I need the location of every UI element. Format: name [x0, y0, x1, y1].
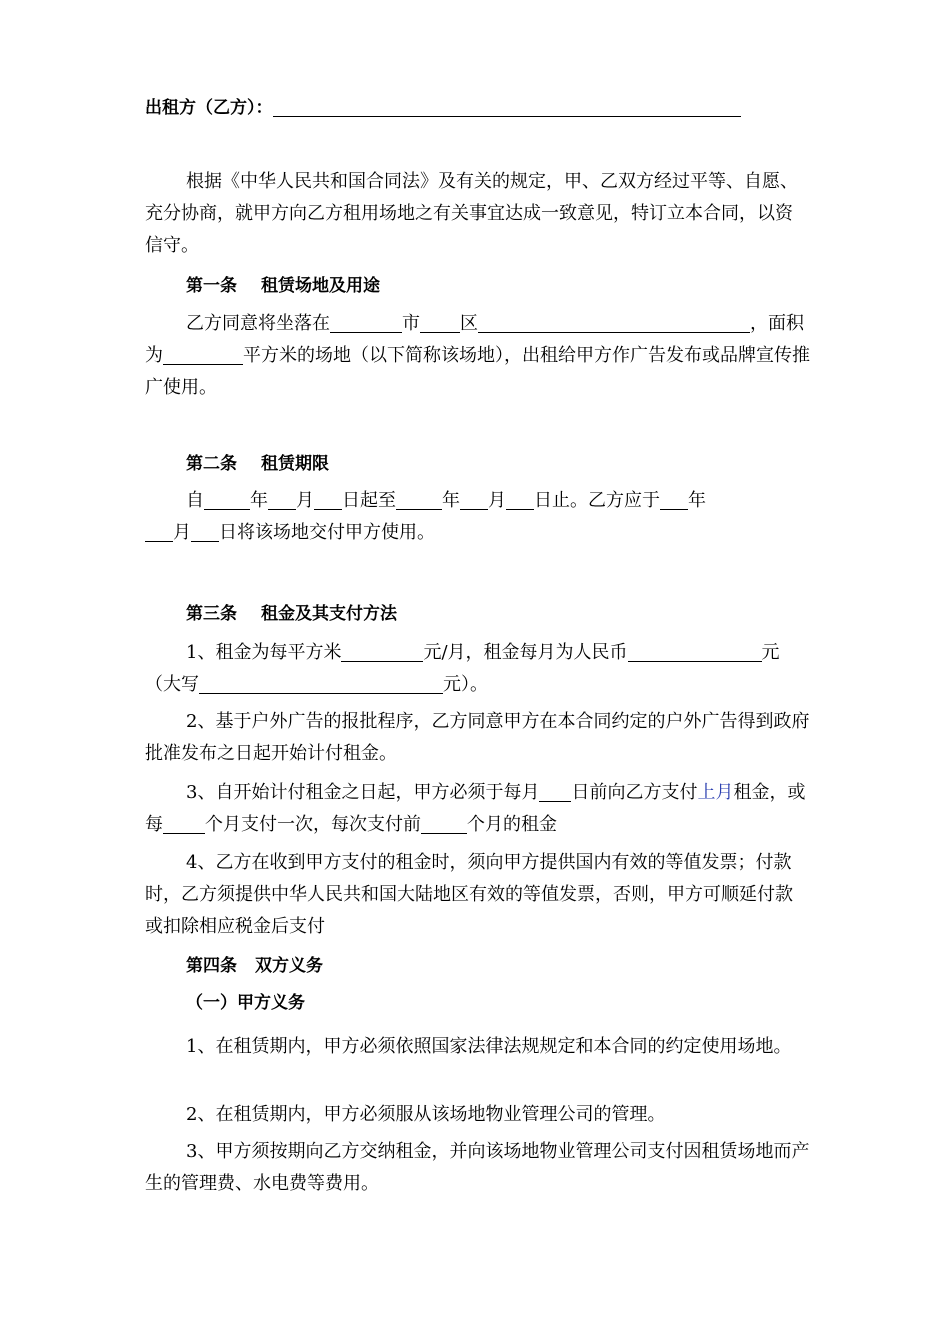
art3-c3-text-d: 租金，或每	[145, 782, 806, 835]
art2-num: 第二条	[186, 454, 237, 474]
art3-c3-text-a: 3、自开始计付租金之日起，甲方必须于每月	[186, 782, 540, 803]
art4-title	[186, 950, 323, 982]
art1-heading: 租赁场地及用途	[261, 276, 380, 296]
prepay-months-blank	[421, 811, 467, 834]
monthly-rent-blank	[628, 639, 762, 662]
art2-text-8: 年	[688, 490, 706, 511]
art2-text-6: 月	[488, 490, 506, 511]
art1-num: 第一条	[186, 276, 237, 296]
art2-text-2: 年	[250, 490, 268, 511]
art4-num: 第四条	[186, 956, 237, 976]
start-day-blank	[314, 487, 342, 510]
district-blank	[420, 310, 460, 333]
pay-interval-blank	[163, 811, 205, 834]
art2-text-7: 日止。乙方应于	[534, 490, 660, 511]
preamble: 根据《中华人民共和国合同法》及有关的规定，甲、乙双方经过平等、自愿、充分协商，就甲方向乙方租用场地之有关事宜达成一致意见，特订立本合同，以资信守。	[145, 171, 798, 256]
end-day-blank	[506, 487, 534, 510]
art3-clause-2: 2、基于户外广告的报批程序，乙方同意甲方在本合同约定的户外广告得到政府批准发布之日起开始计付租金。	[145, 711, 810, 764]
art3-c1-text-c: 元（大写	[145, 642, 780, 695]
art3-c1-text-a: 1、租金为每平方米	[186, 642, 342, 663]
art1-text-3: 区	[460, 313, 478, 334]
art3-c1-text-d: 元）。	[443, 674, 488, 695]
address-blank	[478, 310, 750, 333]
art1-text-4: ，面积为	[145, 313, 804, 366]
art1-title	[186, 270, 380, 302]
art3-heading: 租金及其支付方法	[261, 604, 397, 624]
city-blank	[330, 310, 402, 333]
delivery-month-blank	[145, 519, 173, 542]
art1-text-2: 市	[402, 313, 420, 334]
art1-body	[145, 308, 810, 404]
delivery-year-blank	[660, 487, 688, 510]
art4-clause-1: 1、在租赁期内，甲方必须依照国家法律法规规定和本合同的约定使用场地。	[186, 1036, 792, 1057]
last-month-text: 上月	[697, 782, 734, 803]
art2-text-5: 年	[442, 490, 460, 511]
art2-heading: 租赁期限	[261, 454, 329, 474]
delivery-day-blank	[191, 519, 219, 542]
art3-num: 第三条	[186, 604, 237, 624]
art2-text-9: 月	[173, 522, 191, 543]
art2-text-4: 日起至	[342, 490, 396, 511]
amount-words-blank	[199, 671, 443, 694]
art3-title	[186, 598, 397, 630]
party-a-obligations-heading: （一）甲方义务	[186, 993, 305, 1013]
start-month-blank	[268, 487, 296, 510]
lessor-blank	[273, 94, 741, 117]
art1-text-1: 乙方同意将坐落在	[186, 313, 330, 334]
art3-c3-text-e: 个月支付一次，每次支付前	[205, 814, 421, 835]
art4-clause-2: 2、在租赁期内，甲方必须服从该场地物业管理公司的管理。	[186, 1104, 666, 1125]
art4-clause-3: 3、甲方须按期向乙方交纳租金，并向该场地物业管理公司支付因租赁场地而产生的管理费、水电费等费用。	[145, 1141, 810, 1194]
art2-text-3: 月	[296, 490, 314, 511]
lessor-line	[145, 92, 810, 124]
unit-rent-blank	[341, 639, 423, 662]
art3-clause-3	[145, 777, 810, 841]
area-blank	[163, 342, 243, 365]
art2-text-1: 自	[186, 490, 204, 511]
art2-title	[186, 448, 329, 480]
art3-clause-1	[145, 637, 810, 701]
end-year-blank	[396, 487, 442, 510]
art2-body	[145, 485, 810, 549]
art3-c1-text-b: 元/月，租金每月为人民币	[423, 642, 628, 663]
art3-clause-4: 4、乙方在收到甲方支付的租金时，须向甲方提供国内有效的等值发票；付款时，乙方须提供中华人民共和国大陆地区有效的等值发票，否则，甲方可顺延付款或扣除相应税金后支付	[145, 852, 793, 937]
pay-day-blank	[539, 779, 571, 802]
art4-heading: 双方义务	[255, 956, 323, 976]
art2-text-10: 日将该场地交付甲方使用。	[219, 522, 435, 543]
end-month-blank	[460, 487, 488, 510]
start-year-blank	[204, 487, 250, 510]
lessor-label: 出租方（乙方）：	[145, 98, 273, 118]
art3-c3-text-f: 个月的租金	[467, 814, 557, 835]
art3-c3-text-b: 日前向乙方支付	[571, 782, 698, 803]
art1-text-5: 平方米的场地（以下简称该场地），出租给甲方作广告发布或品牌宣传推广使用。	[145, 345, 810, 398]
